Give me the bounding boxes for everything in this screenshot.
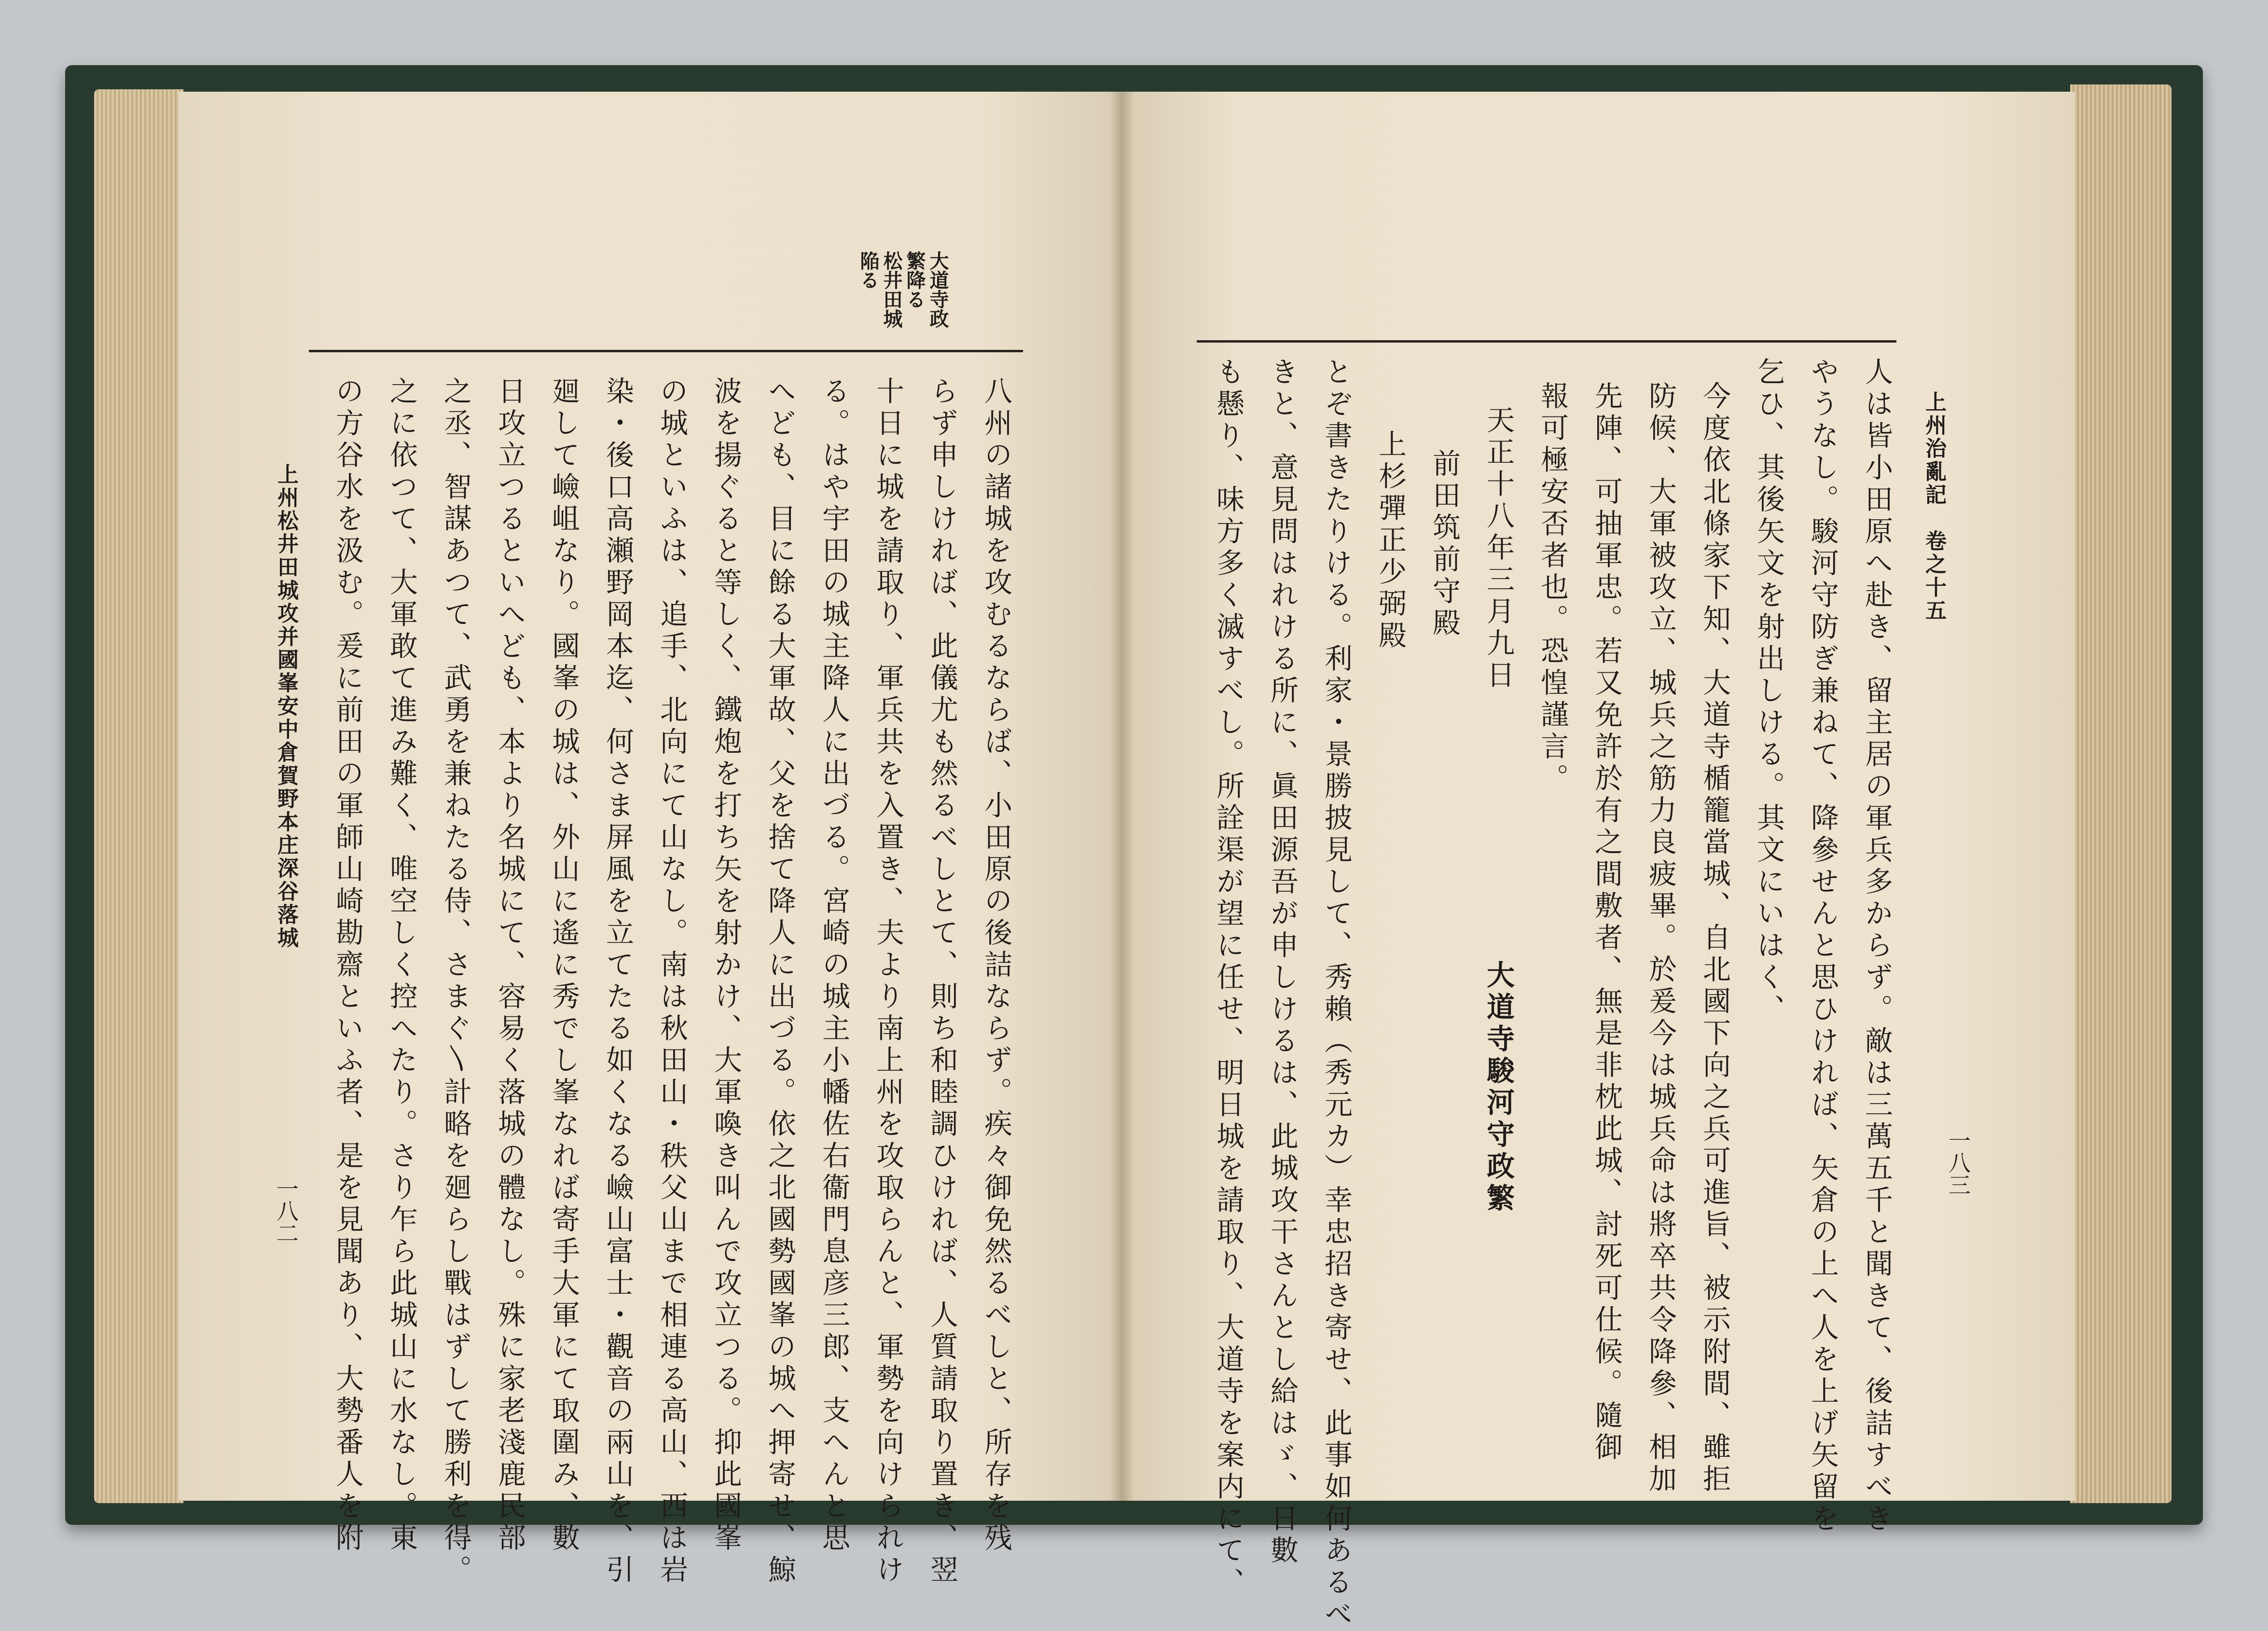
right-header-rule	[1197, 340, 1896, 343]
text-line: 今度依北條家下知、大道寺楯籠當城、自北國下向之兵可進旨、被示附間、雖拒	[1698, 381, 1731, 1496]
signature-line: 大道寺駿河守政繁	[1482, 960, 1515, 1215]
margin-note-line: 繁降る	[903, 251, 926, 309]
text-line: きと、意見問はれける所に、眞田源吾が申しけるは、此城攻干さんとし給はゞ、日數	[1266, 357, 1299, 1567]
text-line: 十日に城を請取り、軍兵共を入置き、夫より南上州を攻取らんと、軍勢を向けられけ	[871, 376, 904, 1587]
text-line: 八州の諸城を攻むるならば、小田原の後詰ならず。疾々御免然るべしと、所存を残	[980, 376, 1012, 1555]
book-gutter	[1110, 92, 1134, 1501]
text-line: やうなし。駿河守防ぎ兼ねて、降參せんと思ひければ、矢倉の上へ人を上げ矢留を	[1806, 357, 1839, 1535]
date-line: 天正十八年三月九日	[1482, 405, 1515, 692]
text-line: らず申しければ、此儀尤も然るべしとて、則ち和睦調ひければ、人質請取り置き、翌	[926, 376, 958, 1587]
right-page-number: 一八三	[1945, 1129, 1971, 1196]
text-line: の方谷水を汲む。爰に前田の軍師山崎勘齋といふ者、是を見聞あり、大勢番人を附	[331, 376, 364, 1555]
text-line: 人は皆小田原へ赴き、留主居の軍兵多からず。敵は三萬五千と聞きて、後詰すべき	[1860, 357, 1893, 1535]
running-head: 上州治亂記 卷之十五	[1922, 391, 1946, 622]
text-line: 之丞、智謀あつて、武勇を兼ねたる侍、さまぐ〵計略を廻らし戰はずして勝利を得。	[439, 376, 472, 1587]
text-line: も懸り、味方多く滅すべし。所詮渠が望に任せ、明日城を請取り、大道寺を案内にて、	[1212, 357, 1245, 1599]
page-edges-right	[2070, 84, 2171, 1503]
left-footer-title: 上州松井田城攻并國峯安中倉賀野本庄深谷落城	[274, 463, 298, 950]
margin-note-line: 松井田城	[880, 251, 903, 328]
text-line: 染・後口高瀬野岡本迄、何さま屏風を立てたる如くなる嶮山富士・觀音の兩山を、引	[601, 376, 634, 1587]
text-line: 防候、大軍被攻立、城兵之筋力良疲畢。於爰今は城兵命は將卒共令降參、相加	[1644, 381, 1677, 1496]
text-line: 廻して嶮岨なり。國峯の城は、外山に遙に秀でし峯なれば寄手大軍にて取圍み、數	[547, 376, 580, 1555]
text-line: 先陣、可抽軍忠。若又免許於有之間敷者、無是非枕此城、討死可仕候。隨御	[1590, 381, 1623, 1464]
text-line: 報可極安否者也。恐惶謹言。	[1536, 381, 1569, 795]
page-edges-left	[94, 89, 183, 1503]
text-line: 波を揚ぐると等しく、鐵炮を打ち矢を射かけ、大軍喚き叫んで攻立つる。抑此國峯	[709, 376, 742, 1555]
margin-note-line: 陥る	[857, 251, 880, 290]
text-line: る。はや宇田の城主降人に出づる。宮崎の城主小幡佐右衞門息彦三郎、支へんと思	[817, 376, 850, 1555]
addressee-line: 前田筑前守殿	[1428, 449, 1461, 640]
text-line: へども、目に餘る大軍故、父を捨て降人に出づる。依之北國勢國峯の城へ押寄せ、鯨	[763, 376, 796, 1587]
text-line: 乞ひ、其後矢文を射出しける。其文にいはく、	[1752, 357, 1785, 1026]
left-page-number: 一八二	[273, 1177, 299, 1244]
margin-note-line: 大道寺政	[927, 251, 949, 328]
text-line: とぞ書きたりける。利家・景勝披見して、秀賴（秀元カ）幸忠招き寄せ、此事如何あるべ	[1320, 357, 1353, 1631]
left-header-rule	[309, 350, 1023, 352]
text-line: の城といふは、追手、北向にて山なし。南は秋田山・秩父山まで相連る高山、西は岩	[655, 376, 688, 1587]
text-line: 日攻立つるといへども、本より名城にて、容易く落城の體なし。殊に家老淺鹿民部	[493, 376, 526, 1555]
addressee-line: 上杉彈正少弼殿	[1374, 429, 1407, 652]
text-line: 之に依つて、大軍敢て進み難く、唯空しく控へたり。さり乍ら此城山に水なし。東	[385, 376, 418, 1555]
